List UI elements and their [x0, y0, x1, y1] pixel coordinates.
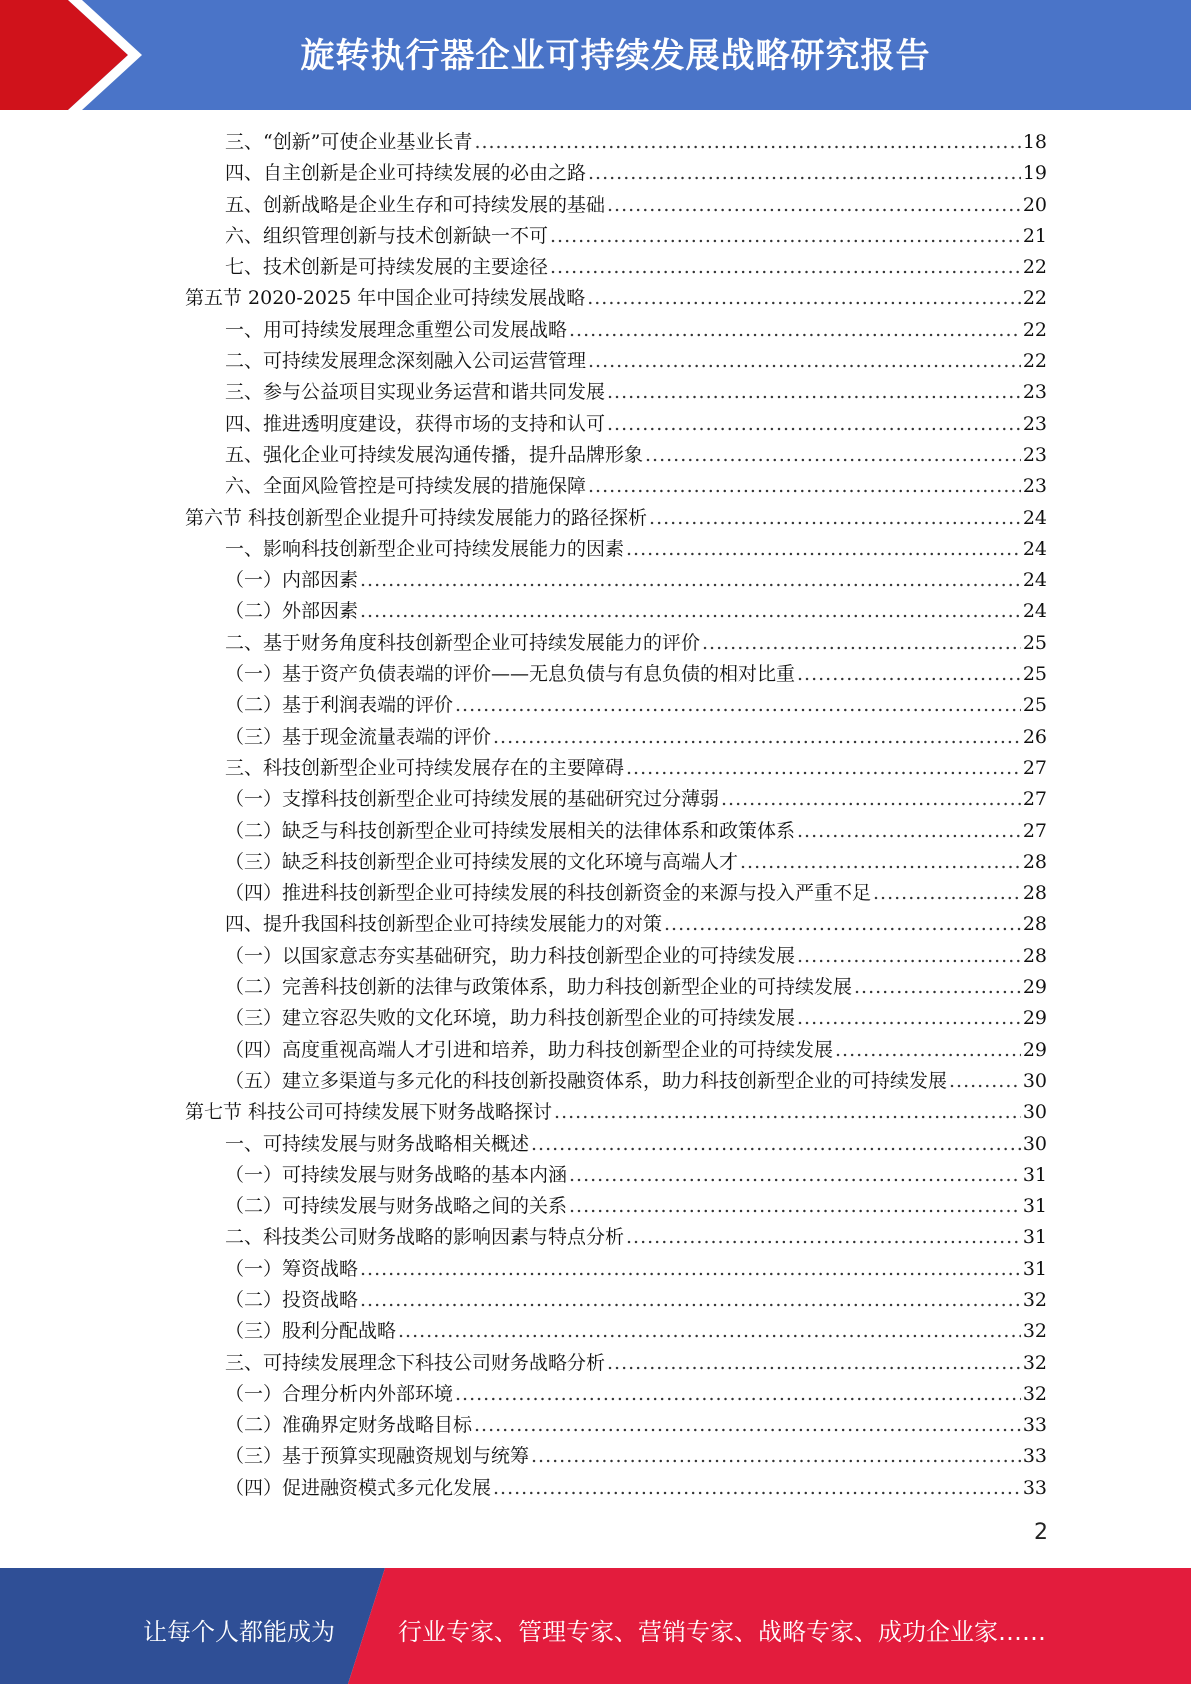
toc-leader-dots: [398, 1316, 1021, 1347]
toc-entry-title: （一）以国家意志夯实基础研究，助力科技创新型企业的可持续发展: [225, 944, 796, 967]
toc-entry-title: （二）准确界定财务战略目标: [225, 1414, 473, 1437]
toc-entry-page: 31: [1022, 1163, 1047, 1186]
toc-entry[interactable]: [185, 1066, 1047, 1097]
toc-entry-title: 三、可持续发展理念下科技公司财务战略分析: [225, 1351, 606, 1374]
toc-entry-page: 33: [1022, 1445, 1047, 1468]
toc-leader-dots: [588, 471, 1021, 502]
toc-entry-title: 第七节 科技公司可持续发展下财务战略探讨: [185, 1101, 553, 1124]
toc-entry-page: 27: [1022, 788, 1047, 811]
toc-entry[interactable]: [185, 1379, 1047, 1410]
toc-entry-title: （一）可持续发展与财务战略的基本内涵: [225, 1163, 568, 1186]
toc-entry[interactable]: [185, 659, 1047, 690]
toc-entry[interactable]: [185, 1191, 1047, 1222]
report-title: 旋转执行器企业可持续发展战略研究报告: [300, 36, 931, 76]
toc-leader-dots: [554, 1097, 1021, 1128]
toc-leader-dots: [493, 1473, 1021, 1504]
toc-entry[interactable]: [185, 941, 1047, 972]
toc-entry-page: 28: [1022, 944, 1047, 967]
toc-entry-title: 六、全面风险管控是可持续发展的措施保障: [225, 475, 587, 498]
toc-leader-dots: [588, 158, 1021, 189]
toc-entry-title: 三、“创新”可使企业基业长青: [225, 131, 473, 153]
footer-slogan-left: 让每个人都能成为: [143, 1618, 335, 1646]
toc-entry-title: 四、推进透明度建设，获得市场的支持和认可: [225, 412, 606, 435]
toc-entry[interactable]: [185, 1441, 1047, 1472]
toc-leader-dots: [569, 1191, 1021, 1222]
toc-entry-title: （二）投资战略: [225, 1288, 359, 1311]
toc-entry[interactable]: [185, 409, 1047, 440]
toc-entry[interactable]: [185, 1097, 1047, 1128]
toc-leader-dots: [569, 1160, 1021, 1191]
toc-leader-dots: [531, 1129, 1021, 1160]
toc-leader-dots: [797, 816, 1021, 847]
toc-entry-page: 31: [1022, 1257, 1047, 1280]
toc-entry-page: 32: [1022, 1382, 1047, 1405]
toc-entry[interactable]: [185, 972, 1047, 1003]
toc-leader-dots: [455, 1379, 1021, 1410]
toc-entry-title: （一）筹资战略: [225, 1257, 359, 1280]
toc-entry[interactable]: [185, 1160, 1047, 1191]
toc-entry-title: 四、提升我国科技创新型企业可持续发展能力的对策: [225, 913, 663, 936]
toc-entry-title: （三）基于预算实现融资规划与统筹: [225, 1445, 530, 1468]
toc-leader-dots: [607, 190, 1021, 221]
toc-entry-page: 33: [1022, 1414, 1047, 1437]
toc-leader-dots: [550, 252, 1021, 283]
toc-entry-page: 32: [1022, 1320, 1047, 1343]
toc-entry-title: 五、创新战略是企业生存和可持续发展的基础: [225, 193, 606, 216]
toc-entry[interactable]: [185, 1348, 1047, 1379]
toc-entry[interactable]: [185, 1410, 1047, 1441]
toc-entry-title: 三、参与公益项目实现业务运营和谐共同发展: [225, 381, 606, 404]
toc-leader-dots: [664, 909, 1021, 940]
toc-leader-dots: [474, 127, 1020, 158]
toc-entry-page: 22: [1022, 256, 1047, 279]
toc-entry[interactable]: [185, 346, 1047, 377]
toc-leader-dots: [493, 722, 1021, 753]
toc-entry[interactable]: [185, 534, 1047, 565]
toc-leader-dots: [550, 221, 1021, 252]
toc-leader-dots: [854, 972, 1021, 1003]
toc-entry[interactable]: [185, 377, 1047, 408]
table-of-contents: [185, 127, 1047, 1504]
toc-leader-dots: [949, 1066, 1021, 1097]
toc-entry-title: 一、用可持续发展理念重塑公司发展战略: [225, 318, 568, 341]
toc-entry[interactable]: [185, 565, 1047, 596]
toc-leader-dots: [797, 941, 1021, 972]
toc-leader-dots: [607, 377, 1021, 408]
toc-entry[interactable]: [185, 784, 1047, 815]
toc-entry-page: 20: [1022, 193, 1047, 216]
toc-entry[interactable]: [185, 158, 1047, 189]
toc-leader-dots: [569, 315, 1021, 346]
toc-entry-page: 28: [1022, 850, 1047, 873]
toc-entry-page: 24: [1022, 600, 1047, 623]
toc-entry-page: 18: [1022, 131, 1047, 153]
toc-entry-title: 七、技术创新是可持续发展的主要途径: [225, 256, 549, 279]
toc-entry-page: 32: [1022, 1288, 1047, 1311]
toc-entry-title: （一）基于资产负债表端的评价——无息负债与有息负债的相对比重: [225, 663, 796, 686]
toc-entry[interactable]: [185, 503, 1047, 534]
header-bar: [0, 0, 1191, 110]
toc-leader-dots: [835, 1035, 1021, 1066]
toc-entry-title: （五）建立多渠道与多元化的科技创新投融资体系，助力科技创新型企业的可持续发展: [225, 1069, 948, 1092]
toc-leader-dots: [588, 346, 1021, 377]
toc-entry[interactable]: [185, 190, 1047, 221]
toc-entry-page: 27: [1022, 819, 1047, 842]
toc-leader-dots: [607, 409, 1021, 440]
toc-entry-page: 29: [1022, 976, 1047, 999]
toc-entry[interactable]: [185, 1035, 1047, 1066]
toc-entry-title: （一）支撑科技创新型企业可持续发展的基础研究过分薄弱: [225, 788, 720, 811]
toc-entry[interactable]: [185, 596, 1047, 627]
toc-entry-title: 二、可持续发展理念深刻融入公司运营管理: [225, 350, 587, 373]
toc-entry[interactable]: [185, 221, 1047, 252]
toc-entry-title: （一）合理分析内外部环境: [225, 1382, 454, 1405]
toc-entry-title: 三、科技创新型企业可持续发展存在的主要障碍: [225, 756, 625, 779]
toc-entry-page: 29: [1022, 1038, 1047, 1061]
toc-entry[interactable]: [185, 753, 1047, 784]
toc-entry[interactable]: [185, 816, 1047, 847]
toc-entry-title: （二）可持续发展与财务战略之间的关系: [225, 1195, 568, 1218]
toc-entry-page: 24: [1022, 506, 1047, 529]
toc-entry-page: 23: [1022, 381, 1047, 404]
toc-entry-page: 24: [1022, 537, 1047, 560]
toc-leader-dots: [360, 565, 1021, 596]
toc-entry-page: 31: [1022, 1226, 1047, 1249]
toc-leader-dots: [607, 1348, 1021, 1379]
toc-entry-title: 一、可持续发展与财务战略相关概述: [225, 1132, 530, 1155]
toc-entry-page: 23: [1022, 412, 1047, 435]
toc-leader-dots: [649, 503, 1021, 534]
toc-entry[interactable]: [185, 847, 1047, 878]
toc-entry-title: （四）促进融资模式多元化发展: [225, 1476, 492, 1499]
toc-entry-page: 33: [1022, 1476, 1047, 1499]
toc-leader-dots: [626, 534, 1021, 565]
toc-entry-page: 30: [1022, 1101, 1047, 1124]
toc-entry-title: 二、科技类公司财务战略的影响因素与特点分析: [225, 1226, 625, 1249]
toc-leader-dots: [455, 690, 1021, 721]
toc-leader-dots: [873, 878, 1021, 909]
toc-entry-title: （二）完善科技创新的法律与政策体系，助力科技创新型企业的可持续发展: [225, 976, 853, 999]
toc-entry-page: 25: [1022, 631, 1047, 654]
toc-entry[interactable]: [185, 315, 1047, 346]
toc-entry-title: （三）缺乏科技创新型企业可持续发展的文化环境与高端人才: [225, 850, 739, 873]
toc-leader-dots: [740, 847, 1021, 878]
toc-entry[interactable]: [185, 283, 1047, 314]
toc-leader-dots: [360, 1285, 1021, 1316]
toc-entry-page: 22: [1022, 350, 1047, 373]
toc-entry-page: 22: [1022, 287, 1047, 310]
toc-entry-page: 22: [1022, 318, 1047, 341]
toc-leader-dots: [587, 283, 1021, 314]
toc-leader-dots: [531, 1441, 1021, 1472]
toc-entry-title: （三）基于现金流量表端的评价: [225, 725, 492, 748]
toc-entry-page: 28: [1022, 882, 1047, 905]
toc-entry-title: （二）基于利润表端的评价: [225, 694, 454, 717]
toc-leader-dots: [626, 753, 1021, 784]
toc-entry[interactable]: [185, 1254, 1047, 1285]
toc-leader-dots: [360, 1254, 1021, 1285]
toc-entry[interactable]: [185, 1129, 1047, 1160]
toc-entry[interactable]: [185, 1003, 1047, 1034]
toc-entry[interactable]: [185, 878, 1047, 909]
toc-entry[interactable]: [185, 909, 1047, 940]
toc-leader-dots: [626, 1222, 1021, 1253]
toc-entry-page: 21: [1022, 224, 1047, 247]
toc-entry-page: 29: [1022, 1007, 1047, 1030]
toc-leader-dots: [721, 784, 1021, 815]
toc-entry-title: （二）缺乏与科技创新型企业可持续发展相关的法律体系和政策体系: [225, 819, 796, 842]
toc-entry[interactable]: [185, 1285, 1047, 1316]
toc-entry-page: 28: [1022, 913, 1047, 936]
toc-entry-page: 27: [1022, 756, 1047, 779]
toc-entry-title: （二）外部因素: [225, 600, 359, 623]
toc-entry[interactable]: [185, 722, 1047, 753]
toc-entry-page: 23: [1022, 443, 1047, 466]
toc-entry-title: 第五节 2020-2025 年中国企业可持续发展战略: [185, 287, 586, 310]
toc-entry[interactable]: [185, 1316, 1047, 1347]
toc-entry-title: （三）股利分配战略: [225, 1320, 397, 1343]
page-number: 2: [1034, 1520, 1048, 1545]
toc-entry-page: 19: [1022, 162, 1047, 185]
toc-entry-page: 23: [1022, 475, 1047, 498]
toc-entry-title: （一）内部因素: [225, 569, 359, 592]
toc-leader-dots: [797, 659, 1021, 690]
toc-entry-title: 一、影响科技创新型企业可持续发展能力的因素: [225, 537, 625, 560]
footer-slogan-right: 行业专家、管理专家、营销专家、战略专家、成功企业家……: [398, 1618, 1046, 1646]
toc-entry-title: 五、强化企业可持续发展沟通传播，提升品牌形象: [225, 443, 644, 466]
toc-entry-title: （四）高度重视高端人才引进和培养，助力科技创新型企业的可持续发展: [225, 1038, 834, 1061]
toc-entry-page: 25: [1022, 694, 1047, 717]
footer-banner: [0, 1568, 1191, 1684]
toc-entry-page: 30: [1022, 1132, 1047, 1155]
toc-leader-dots: [797, 1003, 1021, 1034]
toc-entry-title: （三）建立容忍失败的文化环境，助力科技创新型企业的可持续发展: [225, 1007, 796, 1030]
toc-entry[interactable]: [185, 252, 1047, 283]
toc-entry[interactable]: [185, 1222, 1047, 1253]
toc-entry-title: 第六节 科技创新型企业提升可持续发展能力的路径探析: [185, 506, 648, 529]
toc-leader-dots: [645, 440, 1021, 471]
toc-leader-dots: [474, 1410, 1021, 1441]
toc-leader-dots: [360, 596, 1021, 627]
toc-entry[interactable]: [185, 471, 1047, 502]
toc-leader-dots: [702, 628, 1021, 659]
toc-entry-page: 25: [1022, 663, 1047, 686]
toc-entry[interactable]: [185, 690, 1047, 721]
toc-entry-title: 六、组织管理创新与技术创新缺一不可: [225, 224, 549, 247]
toc-entry-title: 二、基于财务角度科技创新型企业可持续发展能力的评价: [225, 631, 701, 654]
toc-entry-page: 24: [1022, 569, 1047, 592]
toc-entry-page: 26: [1022, 725, 1047, 748]
toc-entry-title: （四）推进科技创新型企业可持续发展的科技创新资金的来源与投入严重不足: [225, 882, 872, 905]
toc-entry-page: 31: [1022, 1195, 1047, 1218]
toc-entry-page: 32: [1022, 1351, 1047, 1374]
toc-entry-page: 30: [1022, 1069, 1047, 1092]
toc-entry[interactable]: [185, 440, 1047, 471]
toc-entry-title: 四、自主创新是企业可持续发展的必由之路: [225, 162, 587, 185]
toc-entry[interactable]: [185, 127, 1047, 158]
toc-entry[interactable]: [185, 628, 1047, 659]
toc-entry[interactable]: [185, 1473, 1047, 1504]
